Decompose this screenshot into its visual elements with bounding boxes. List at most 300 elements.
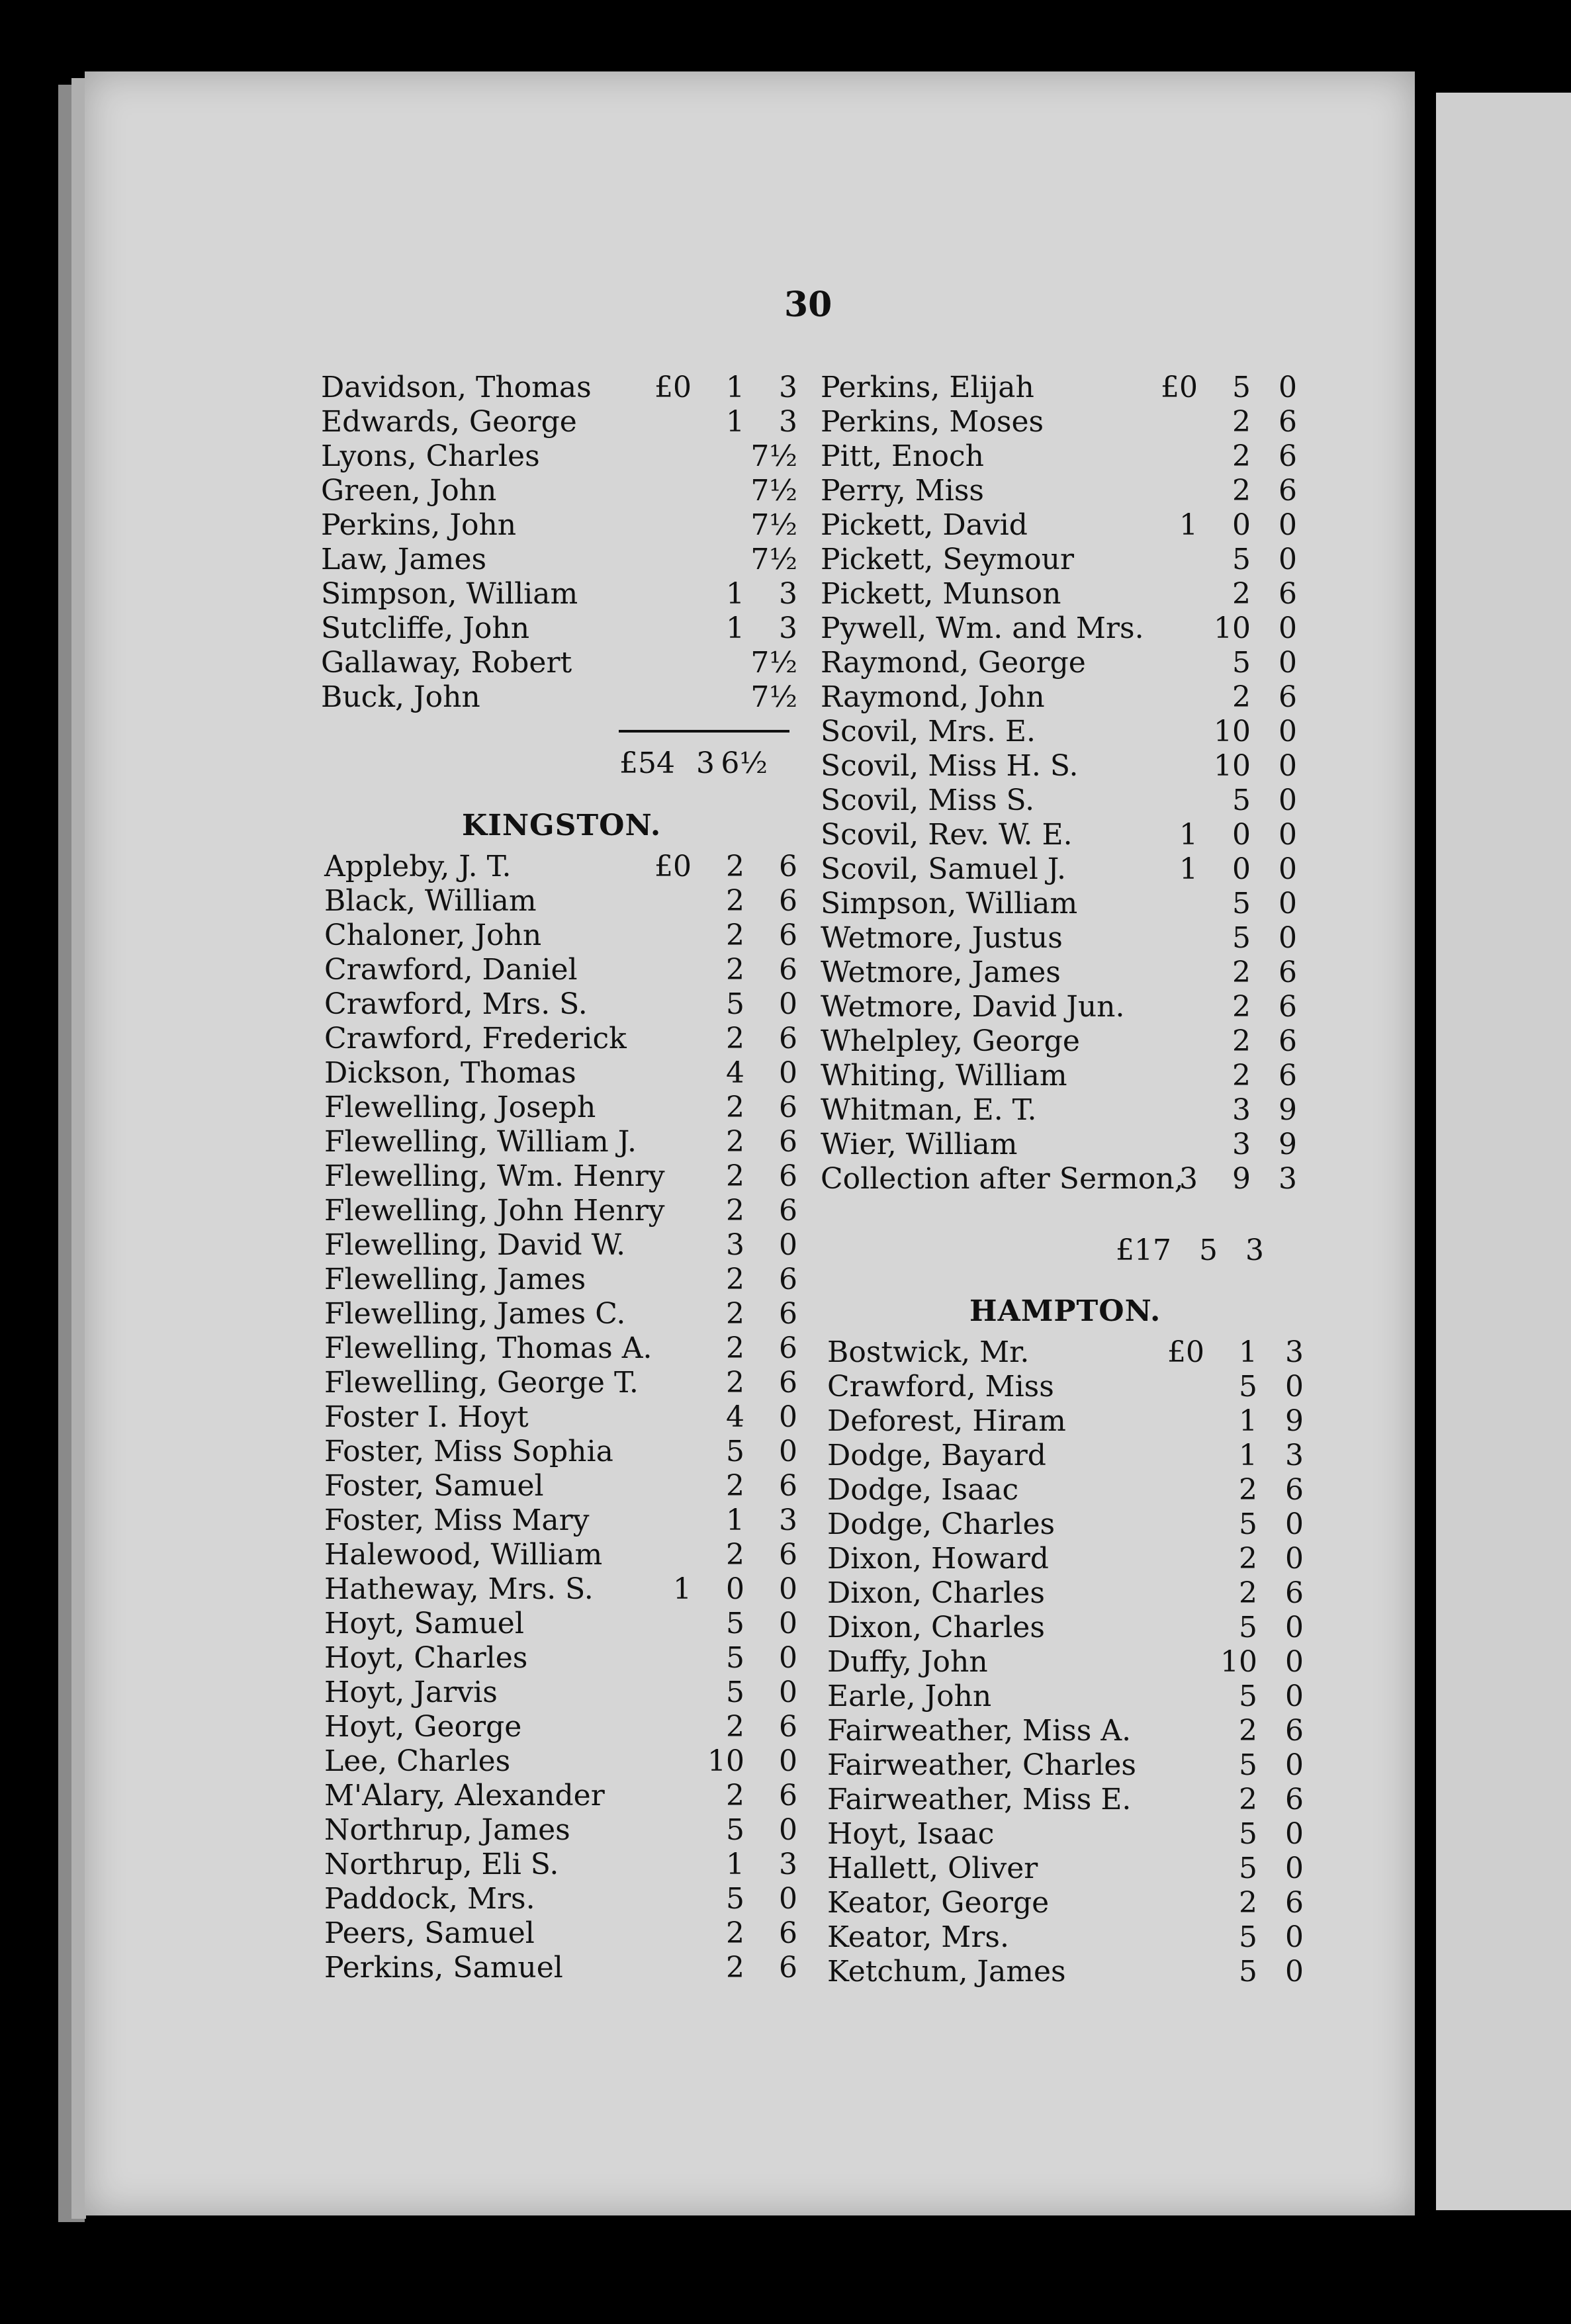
donor-name: Fairweather, Miss A. xyxy=(827,1714,1132,1748)
amount-b: 2 xyxy=(1232,956,1251,989)
right-top-list xyxy=(821,371,1297,1196)
amount-b: 2 xyxy=(1232,1024,1251,1058)
amount-c: 6 xyxy=(779,1297,797,1331)
list-item xyxy=(321,611,811,646)
amount-b: 1 xyxy=(726,611,744,645)
amount-c: 6 xyxy=(779,1916,797,1950)
amount-c: 0 xyxy=(779,1641,797,1675)
amount-c: 7½ xyxy=(750,439,797,473)
amount-c: 0 xyxy=(1285,1507,1304,1541)
donor-name: Davidson, Thomas xyxy=(321,371,592,404)
amount-c: 6 xyxy=(779,1022,797,1055)
amount-c: 0 xyxy=(1285,1679,1304,1713)
book-page-edge-inner xyxy=(71,78,86,2219)
amount-c: 6 xyxy=(779,918,797,952)
amount-c: 6 xyxy=(1279,474,1297,508)
amount-c: 6 xyxy=(779,1194,797,1228)
amount-c: 6 xyxy=(1279,990,1297,1024)
list-item xyxy=(821,439,1297,474)
amount-c: 0 xyxy=(779,1744,797,1778)
list-item xyxy=(821,921,1297,956)
list-item xyxy=(324,1022,814,1056)
list-item xyxy=(324,1848,814,1882)
amount-b: 5 xyxy=(1232,887,1251,920)
donor-name: Hoyt, Isaac xyxy=(827,1817,995,1851)
amount-b: 2 xyxy=(726,1125,744,1159)
amount-b: 5 xyxy=(1232,646,1251,680)
total-c: 6½ xyxy=(721,746,768,780)
amount-b: 3 xyxy=(726,1228,744,1262)
amount-c: 6 xyxy=(779,1951,797,1985)
amount-c: 0 xyxy=(1279,749,1297,783)
hampton-list xyxy=(827,1335,1304,1989)
amount-b: 5 xyxy=(726,1607,744,1640)
list-item xyxy=(821,1059,1297,1093)
amount-b: 5 xyxy=(1239,1748,1257,1782)
donor-name: M'Alary, Alexander xyxy=(324,1779,605,1812)
hampton-heading: HAMPTON. xyxy=(969,1294,1161,1328)
amount-b: 2 xyxy=(726,1297,744,1331)
amount-b: 1 xyxy=(726,1848,744,1881)
list-item xyxy=(827,1507,1304,1542)
amount-c: 3 xyxy=(779,1848,797,1881)
list-item xyxy=(324,1125,814,1159)
amount-c: 6 xyxy=(779,1125,797,1159)
list-item xyxy=(321,439,811,474)
donor-name: Foster I. Hoyt xyxy=(324,1400,529,1434)
amount-b: 5 xyxy=(1239,1679,1257,1713)
total-b: 3 xyxy=(696,746,715,780)
list-item xyxy=(821,1024,1297,1059)
donor-name: Keator, George xyxy=(827,1886,1050,1920)
amount-b: 5 xyxy=(726,1813,744,1847)
amount-a: 1 xyxy=(673,1572,692,1606)
amount-b: 2 xyxy=(726,1779,744,1812)
amount-b: 5 xyxy=(1239,1611,1257,1644)
amount-b: 4 xyxy=(726,1056,744,1090)
donor-name: Flewelling, David W. xyxy=(324,1228,626,1262)
amount-c: 7½ xyxy=(750,508,797,542)
list-item xyxy=(321,577,811,611)
amount-c: 0 xyxy=(1285,1611,1304,1644)
list-item xyxy=(324,1297,814,1331)
amount-c: 0 xyxy=(779,987,797,1021)
amount-c: 7½ xyxy=(750,474,797,508)
list-item xyxy=(827,1335,1304,1370)
amount-c: 6 xyxy=(1279,956,1297,989)
amount-b: 2 xyxy=(1232,439,1251,473)
amount-a: £0 xyxy=(654,850,692,883)
donor-name: Scovil, Mrs. E. xyxy=(821,715,1036,748)
donor-name: Pickett, David xyxy=(821,508,1028,542)
list-item xyxy=(821,852,1297,887)
amount-b: 2 xyxy=(1232,405,1251,439)
list-item xyxy=(821,577,1297,611)
amount-c: 6 xyxy=(1285,1473,1304,1507)
amount-b: 3 xyxy=(1232,1093,1251,1127)
amount-c: 3 xyxy=(779,577,797,611)
donor-name: Scovil, Samuel J. xyxy=(821,852,1066,886)
amount-c: 0 xyxy=(1279,508,1297,542)
amount-b: 5 xyxy=(1239,1955,1257,1989)
amount-b: 2 xyxy=(1232,1059,1251,1093)
donor-name: Flewelling, Joseph xyxy=(324,1091,596,1124)
donor-name: Wetmore, Justus xyxy=(821,921,1063,955)
amount-b: 1 xyxy=(726,405,744,439)
kingston-heading: KINGSTON. xyxy=(462,809,662,842)
amount-c: 0 xyxy=(1279,852,1297,886)
list-item xyxy=(324,1744,814,1779)
amount-b: 5 xyxy=(1239,1370,1257,1404)
donor-name: Law, James xyxy=(321,543,487,576)
amount-b: 0 xyxy=(1232,818,1251,852)
amount-b: 2 xyxy=(726,1469,744,1503)
amount-c: 7½ xyxy=(750,543,797,576)
amount-c: 6 xyxy=(779,1779,797,1812)
amount-b: 5 xyxy=(1239,1817,1257,1851)
list-item xyxy=(821,543,1297,577)
amount-c: 6 xyxy=(779,1538,797,1572)
donor-name: Flewelling, James C. xyxy=(324,1297,626,1331)
amount-c: 0 xyxy=(1279,715,1297,748)
amount-b: 5 xyxy=(1239,1852,1257,1885)
amount-c: 0 xyxy=(779,1607,797,1640)
donor-name: Crawford, Frederick xyxy=(324,1022,627,1055)
amount-b: 2 xyxy=(726,1710,744,1744)
amount-b: 1 xyxy=(1239,1439,1257,1472)
donor-name: Fairweather, Miss E. xyxy=(827,1783,1132,1816)
amount-c: 3 xyxy=(779,611,797,645)
amount-c: 0 xyxy=(779,1882,797,1916)
amount-b: 2 xyxy=(1239,1542,1257,1576)
donor-name: Crawford, Daniel xyxy=(324,953,578,987)
amount-c: 0 xyxy=(1279,543,1297,576)
amount-c: 9 xyxy=(1279,1093,1297,1127)
amount-b: 5 xyxy=(1239,1920,1257,1954)
amount-a: 3 xyxy=(1179,1162,1198,1196)
amount-b: 3 xyxy=(1232,1128,1251,1161)
amount-b: 0 xyxy=(726,1572,744,1606)
amount-c: 6 xyxy=(1285,1714,1304,1748)
donor-name: Dickson, Thomas xyxy=(324,1056,576,1090)
amount-b: 4 xyxy=(726,1400,744,1434)
amount-b: 2 xyxy=(1232,474,1251,508)
amount-b: 2 xyxy=(1232,577,1251,611)
amount-b: 1 xyxy=(726,371,744,404)
amount-b: 2 xyxy=(1239,1714,1257,1748)
donor-name: Dodge, Charles xyxy=(827,1507,1055,1541)
donor-name: Chaloner, John xyxy=(324,918,542,952)
amount-b: 5 xyxy=(1232,371,1251,404)
donor-name: Pitt, Enoch xyxy=(821,439,984,473)
list-item xyxy=(324,1572,814,1607)
donor-name: Scovil, Miss S. xyxy=(821,783,1035,817)
list-item xyxy=(324,1951,814,1985)
amount-b: 0 xyxy=(1232,508,1251,542)
list-item xyxy=(821,887,1297,921)
amount-b: 1 xyxy=(1239,1335,1257,1369)
donor-name: Flewelling, John Henry xyxy=(324,1194,665,1228)
amount-b: 2 xyxy=(726,1538,744,1572)
donor-name: Earle, John xyxy=(827,1679,992,1713)
donor-name: Dodge, Bayard xyxy=(827,1439,1046,1472)
donor-name: Fairweather, Charles xyxy=(827,1748,1137,1782)
amount-b: 2 xyxy=(726,1331,744,1365)
amount-b: 2 xyxy=(1232,680,1251,714)
amount-b: 1 xyxy=(726,1503,744,1537)
list-item xyxy=(324,1263,814,1297)
total-a: £54 xyxy=(619,746,675,780)
amount-b: 5 xyxy=(726,1676,744,1709)
amount-c: 0 xyxy=(1285,1748,1304,1782)
donor-name: Hoyt, Jarvis xyxy=(324,1676,498,1709)
donor-name: Hatheway, Mrs. S. xyxy=(324,1572,594,1606)
amount-b: 2 xyxy=(726,1916,744,1950)
donor-name: Pickett, Munson xyxy=(821,577,1061,611)
amount-c: 0 xyxy=(1279,921,1297,955)
list-item xyxy=(324,1331,814,1366)
list-item xyxy=(321,646,811,680)
amount-b: 2 xyxy=(726,953,744,987)
list-item xyxy=(827,1679,1304,1714)
list-item xyxy=(324,1435,814,1469)
amount-c: 0 xyxy=(1285,1542,1304,1576)
amount-b: 5 xyxy=(726,987,744,1021)
donor-name: Sutcliffe, John xyxy=(321,611,530,645)
list-item xyxy=(821,508,1297,543)
amount-c: 7½ xyxy=(750,646,797,680)
amount-b: 2 xyxy=(726,1022,744,1055)
amount-b: 2 xyxy=(1239,1783,1257,1816)
donor-name: Appleby, J. T. xyxy=(324,850,512,883)
amount-c: 6 xyxy=(779,1091,797,1124)
left-total xyxy=(602,746,801,781)
donor-name: Wetmore, James xyxy=(821,956,1061,989)
donor-name: Dixon, Howard xyxy=(827,1542,1049,1576)
amount-c: 7½ xyxy=(750,680,797,714)
page-number: 30 xyxy=(784,285,832,325)
list-item xyxy=(821,956,1297,990)
donor-name: Lee, Charles xyxy=(324,1744,511,1778)
list-item xyxy=(321,543,811,577)
donor-name: Scovil, Miss H. S. xyxy=(821,749,1079,783)
donor-name: Ketchum, James xyxy=(827,1955,1066,1989)
amount-b: 1 xyxy=(726,577,744,611)
list-item xyxy=(324,1641,814,1676)
donor-name: Wetmore, David Jun. xyxy=(821,990,1125,1024)
amount-a: 1 xyxy=(1179,508,1198,542)
list-item xyxy=(827,1955,1304,1989)
list-item xyxy=(827,1370,1304,1404)
list-item xyxy=(324,1503,814,1538)
amount-c: 6 xyxy=(1285,1886,1304,1920)
left-top-list xyxy=(321,371,811,715)
amount-c: 0 xyxy=(1279,371,1297,404)
donor-name: Collection after Sermon, xyxy=(821,1162,1184,1196)
amount-c: 0 xyxy=(1285,1852,1304,1885)
list-item xyxy=(827,1748,1304,1783)
list-item xyxy=(324,1159,814,1194)
facing-page-edge xyxy=(1436,93,1571,2210)
amount-c: 9 xyxy=(1285,1404,1304,1438)
amount-c: 0 xyxy=(1285,1370,1304,1404)
donor-name: Raymond, John xyxy=(821,680,1045,714)
donor-name: Deforest, Hiram xyxy=(827,1404,1066,1438)
donor-name: Perkins, Moses xyxy=(821,405,1044,439)
donor-name: Foster, Miss Mary xyxy=(324,1503,590,1537)
amount-a: £0 xyxy=(1161,371,1198,404)
amount-c: 0 xyxy=(1279,887,1297,920)
list-item xyxy=(321,371,811,405)
list-item xyxy=(324,1779,814,1813)
list-item xyxy=(324,987,814,1022)
list-item xyxy=(821,371,1297,405)
list-item xyxy=(827,1714,1304,1748)
list-item xyxy=(324,1882,814,1916)
donor-name: Crawford, Mrs. S. xyxy=(324,987,588,1021)
list-item xyxy=(821,1128,1297,1162)
list-item xyxy=(324,1813,814,1848)
amount-c: 6 xyxy=(779,1710,797,1744)
amount-c: 6 xyxy=(779,884,797,918)
list-item xyxy=(324,1607,814,1641)
left-total-rule xyxy=(619,730,789,733)
amount-b: 10 xyxy=(1214,749,1251,783)
list-item xyxy=(321,508,811,543)
list-item xyxy=(821,1093,1297,1128)
amount-b: 5 xyxy=(1232,543,1251,576)
donor-name: Foster, Samuel xyxy=(324,1469,544,1503)
list-item xyxy=(821,990,1297,1024)
list-item xyxy=(321,474,811,508)
amount-b: 5 xyxy=(1232,783,1251,817)
amount-b: 2 xyxy=(726,1951,744,1985)
list-item xyxy=(827,1783,1304,1817)
donor-name: Dodge, Isaac xyxy=(827,1473,1019,1507)
donor-name: Northrup, Eli S. xyxy=(324,1848,559,1881)
amount-b: 2 xyxy=(1239,1473,1257,1507)
list-item xyxy=(324,1916,814,1951)
amount-c: 9 xyxy=(1279,1128,1297,1161)
amount-b: 5 xyxy=(1239,1507,1257,1541)
donor-name: Whitman, E. T. xyxy=(821,1093,1037,1127)
amount-b: 5 xyxy=(726,1882,744,1916)
amount-c: 3 xyxy=(779,371,797,404)
amount-c: 3 xyxy=(1279,1162,1297,1196)
amount-c: 6 xyxy=(1279,680,1297,714)
amount-c: 0 xyxy=(779,1400,797,1434)
donor-name: Peers, Samuel xyxy=(324,1916,535,1950)
donor-name: Green, John xyxy=(321,474,497,508)
donor-name: Lyons, Charles xyxy=(321,439,540,473)
donor-name: Foster, Miss Sophia xyxy=(324,1435,613,1468)
donor-name: Bostwick, Mr. xyxy=(827,1335,1030,1369)
list-item xyxy=(324,1091,814,1125)
donor-name: Perry, Miss xyxy=(821,474,985,508)
amount-b: 0 xyxy=(1232,852,1251,886)
donor-name: Perkins, Elijah xyxy=(821,371,1034,404)
amount-c: 0 xyxy=(1285,1645,1304,1679)
list-item xyxy=(827,1920,1304,1955)
amount-c: 6 xyxy=(779,1366,797,1400)
amount-b: 2 xyxy=(726,918,744,952)
list-item xyxy=(821,749,1297,783)
amount-b: 1 xyxy=(1239,1404,1257,1438)
amount-c: 3 xyxy=(779,1503,797,1537)
total-c: 3 xyxy=(1245,1233,1264,1267)
list-item xyxy=(324,953,814,987)
list-item xyxy=(821,1162,1297,1196)
list-item xyxy=(324,1710,814,1744)
amount-a: 1 xyxy=(1179,818,1198,852)
list-item xyxy=(827,1817,1304,1852)
amount-b: 2 xyxy=(1239,1576,1257,1610)
donor-name: Hallett, Oliver xyxy=(827,1852,1038,1885)
amount-c: 6 xyxy=(779,1263,797,1296)
list-item xyxy=(827,1404,1304,1439)
amount-c: 0 xyxy=(1279,818,1297,852)
donor-name: Crawford, Miss xyxy=(827,1370,1054,1404)
total-b: 5 xyxy=(1199,1233,1218,1267)
list-item xyxy=(324,918,814,953)
amount-b: 5 xyxy=(726,1641,744,1675)
list-item xyxy=(827,1542,1304,1576)
amount-b: 2 xyxy=(1232,990,1251,1024)
list-item xyxy=(827,1473,1304,1507)
amount-c: 0 xyxy=(1285,1920,1304,1954)
amount-b: 2 xyxy=(726,1366,744,1400)
amount-b: 2 xyxy=(726,884,744,918)
donor-name: Keator, Mrs. xyxy=(827,1920,1009,1954)
list-item xyxy=(827,1611,1304,1645)
list-item xyxy=(324,1366,814,1400)
amount-c: 0 xyxy=(1279,611,1297,645)
amount-b: 10 xyxy=(1214,715,1251,748)
amount-b: 2 xyxy=(726,1091,744,1124)
donor-name: Flewelling, Thomas A. xyxy=(324,1331,652,1365)
list-item xyxy=(324,1400,814,1435)
donor-name: Hoyt, Samuel xyxy=(324,1607,524,1640)
list-item xyxy=(821,715,1297,749)
amount-c: 0 xyxy=(779,1676,797,1709)
donor-name: Wier, William xyxy=(821,1128,1018,1161)
list-item xyxy=(827,1886,1304,1920)
amount-c: 0 xyxy=(779,1056,797,1090)
donor-name: Scovil, Rev. W. E. xyxy=(821,818,1073,852)
list-item xyxy=(821,405,1297,439)
list-item xyxy=(324,850,814,884)
amount-b: 10 xyxy=(707,1744,744,1778)
kingston-list xyxy=(324,850,814,1985)
donor-name: Hoyt, George xyxy=(324,1710,522,1744)
amount-c: 0 xyxy=(779,1228,797,1262)
donor-name: Flewelling, George T. xyxy=(324,1366,639,1400)
list-item xyxy=(324,1538,814,1572)
donor-name: Pickett, Seymour xyxy=(821,543,1074,576)
amount-c: 6 xyxy=(779,1469,797,1503)
amount-b: 2 xyxy=(726,1194,744,1228)
list-item xyxy=(827,1852,1304,1886)
list-item xyxy=(321,405,811,439)
amount-c: 0 xyxy=(1279,783,1297,817)
donor-name: Flewelling, James xyxy=(324,1263,586,1296)
donor-name: Dixon, Charles xyxy=(827,1611,1045,1644)
amount-b: 9 xyxy=(1232,1162,1251,1196)
list-item xyxy=(324,884,814,918)
amount-c: 3 xyxy=(1285,1439,1304,1472)
list-item xyxy=(827,1439,1304,1473)
list-item xyxy=(821,646,1297,680)
